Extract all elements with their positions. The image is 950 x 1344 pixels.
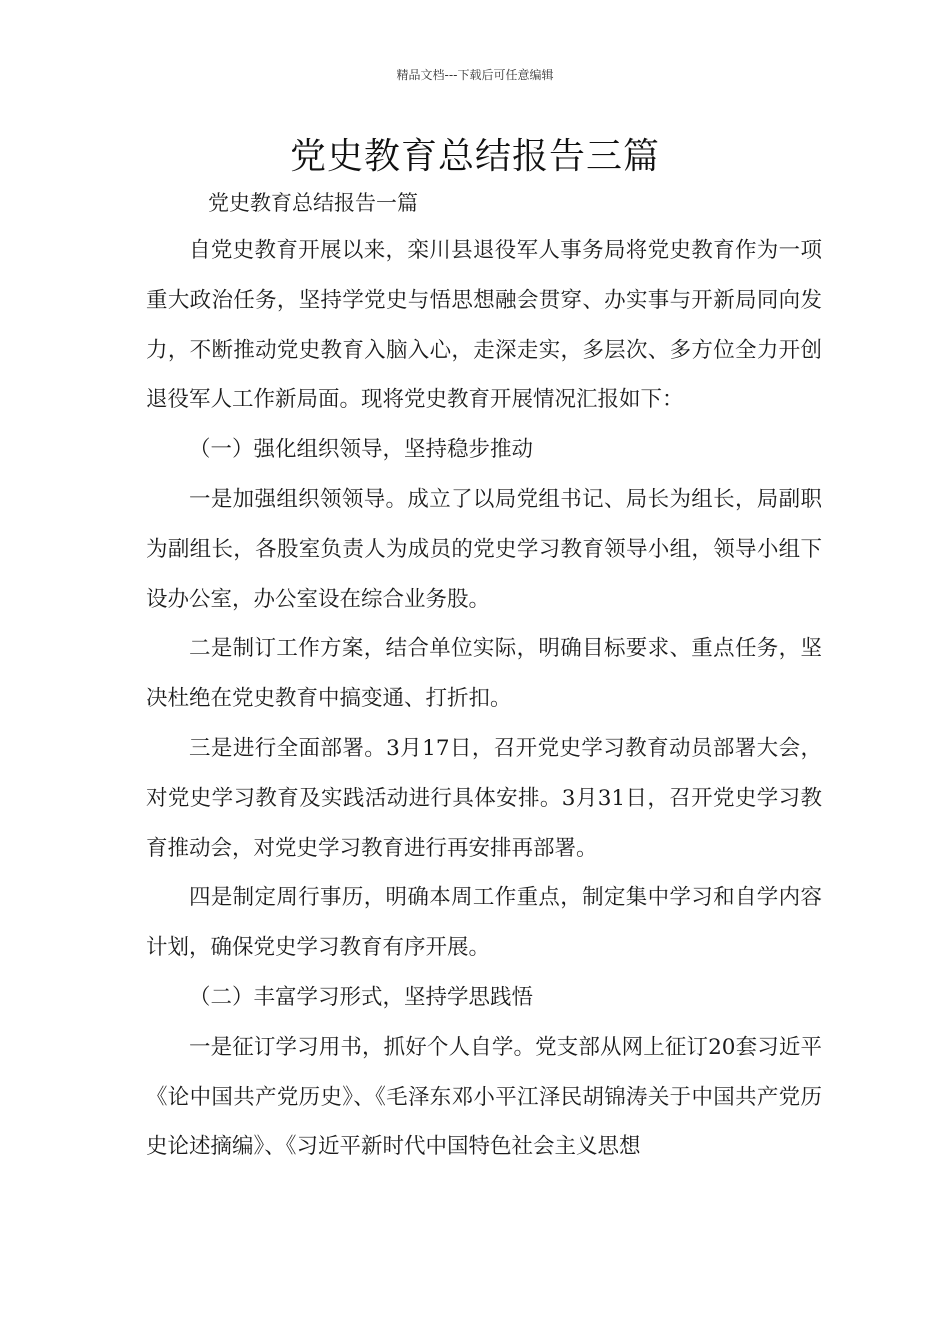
document-body (146, 226, 822, 1172)
document-title: 党史教育总结报告三篇 (289, 136, 660, 177)
section-heading-1: （一）强化组织领导，坚持稳步推动 (189, 437, 534, 463)
paragraph-intro: 自党史教育开展以来，栾川县退役军人事务局将党史教育作为一项重大政治任务，坚持学党史与悟思想融会贯穿、办实事与开新局同向发力，不断推动党史教育入脑入心，走深走实，多层次、多方位全力开创退役军人工作新局面。现将党史教育开展情况汇报如下： (146, 238, 822, 413)
document-subtitle: 党史教育总结报告一篇 (208, 191, 418, 215)
paragraph-item: 四是制定周行事历，明确本周工作重点，制定集中学习和自学内容计划，确保党史学习教育有序开展。 (146, 885, 822, 961)
paragraph-item: 一是加强组织领领导。成立了以局党组书记、局长为组长，局副职为副组长，各股室负责人为成员的党史学习教育领导小组，领导小组下设办公室，办公室设在综合业务股。 (146, 486, 822, 612)
paragraph-item: 三是进行全面部署。3月17日，召开党史学习教育动员部署大会，对党史学习教育及实践活动进行具体安排。3月31日，召开党史学习教育推动会，对党史学习教育进行再安排再部署。 (146, 735, 822, 861)
paragraph-item: 一是征订学习用书，抓好个人自学。党支部从网上征订20套习近平《论中国共产党历史》、《毛泽东邓小平江泽民胡锦涛关于中国共产党历史论述摘编》、《习近平新时代中国特色社会主义思想 (146, 1034, 822, 1160)
section-heading-2: （二）丰富学习形式，坚持学思践悟 (189, 984, 534, 1010)
paragraph-item: 二是制订工作方案，结合单位实际，明确目标要求、重点任务，坚决杜绝在党史教育中搞变通、打折扣。 (146, 636, 822, 712)
header-note: 精品文档---下载后可任意编辑 (396, 68, 554, 82)
